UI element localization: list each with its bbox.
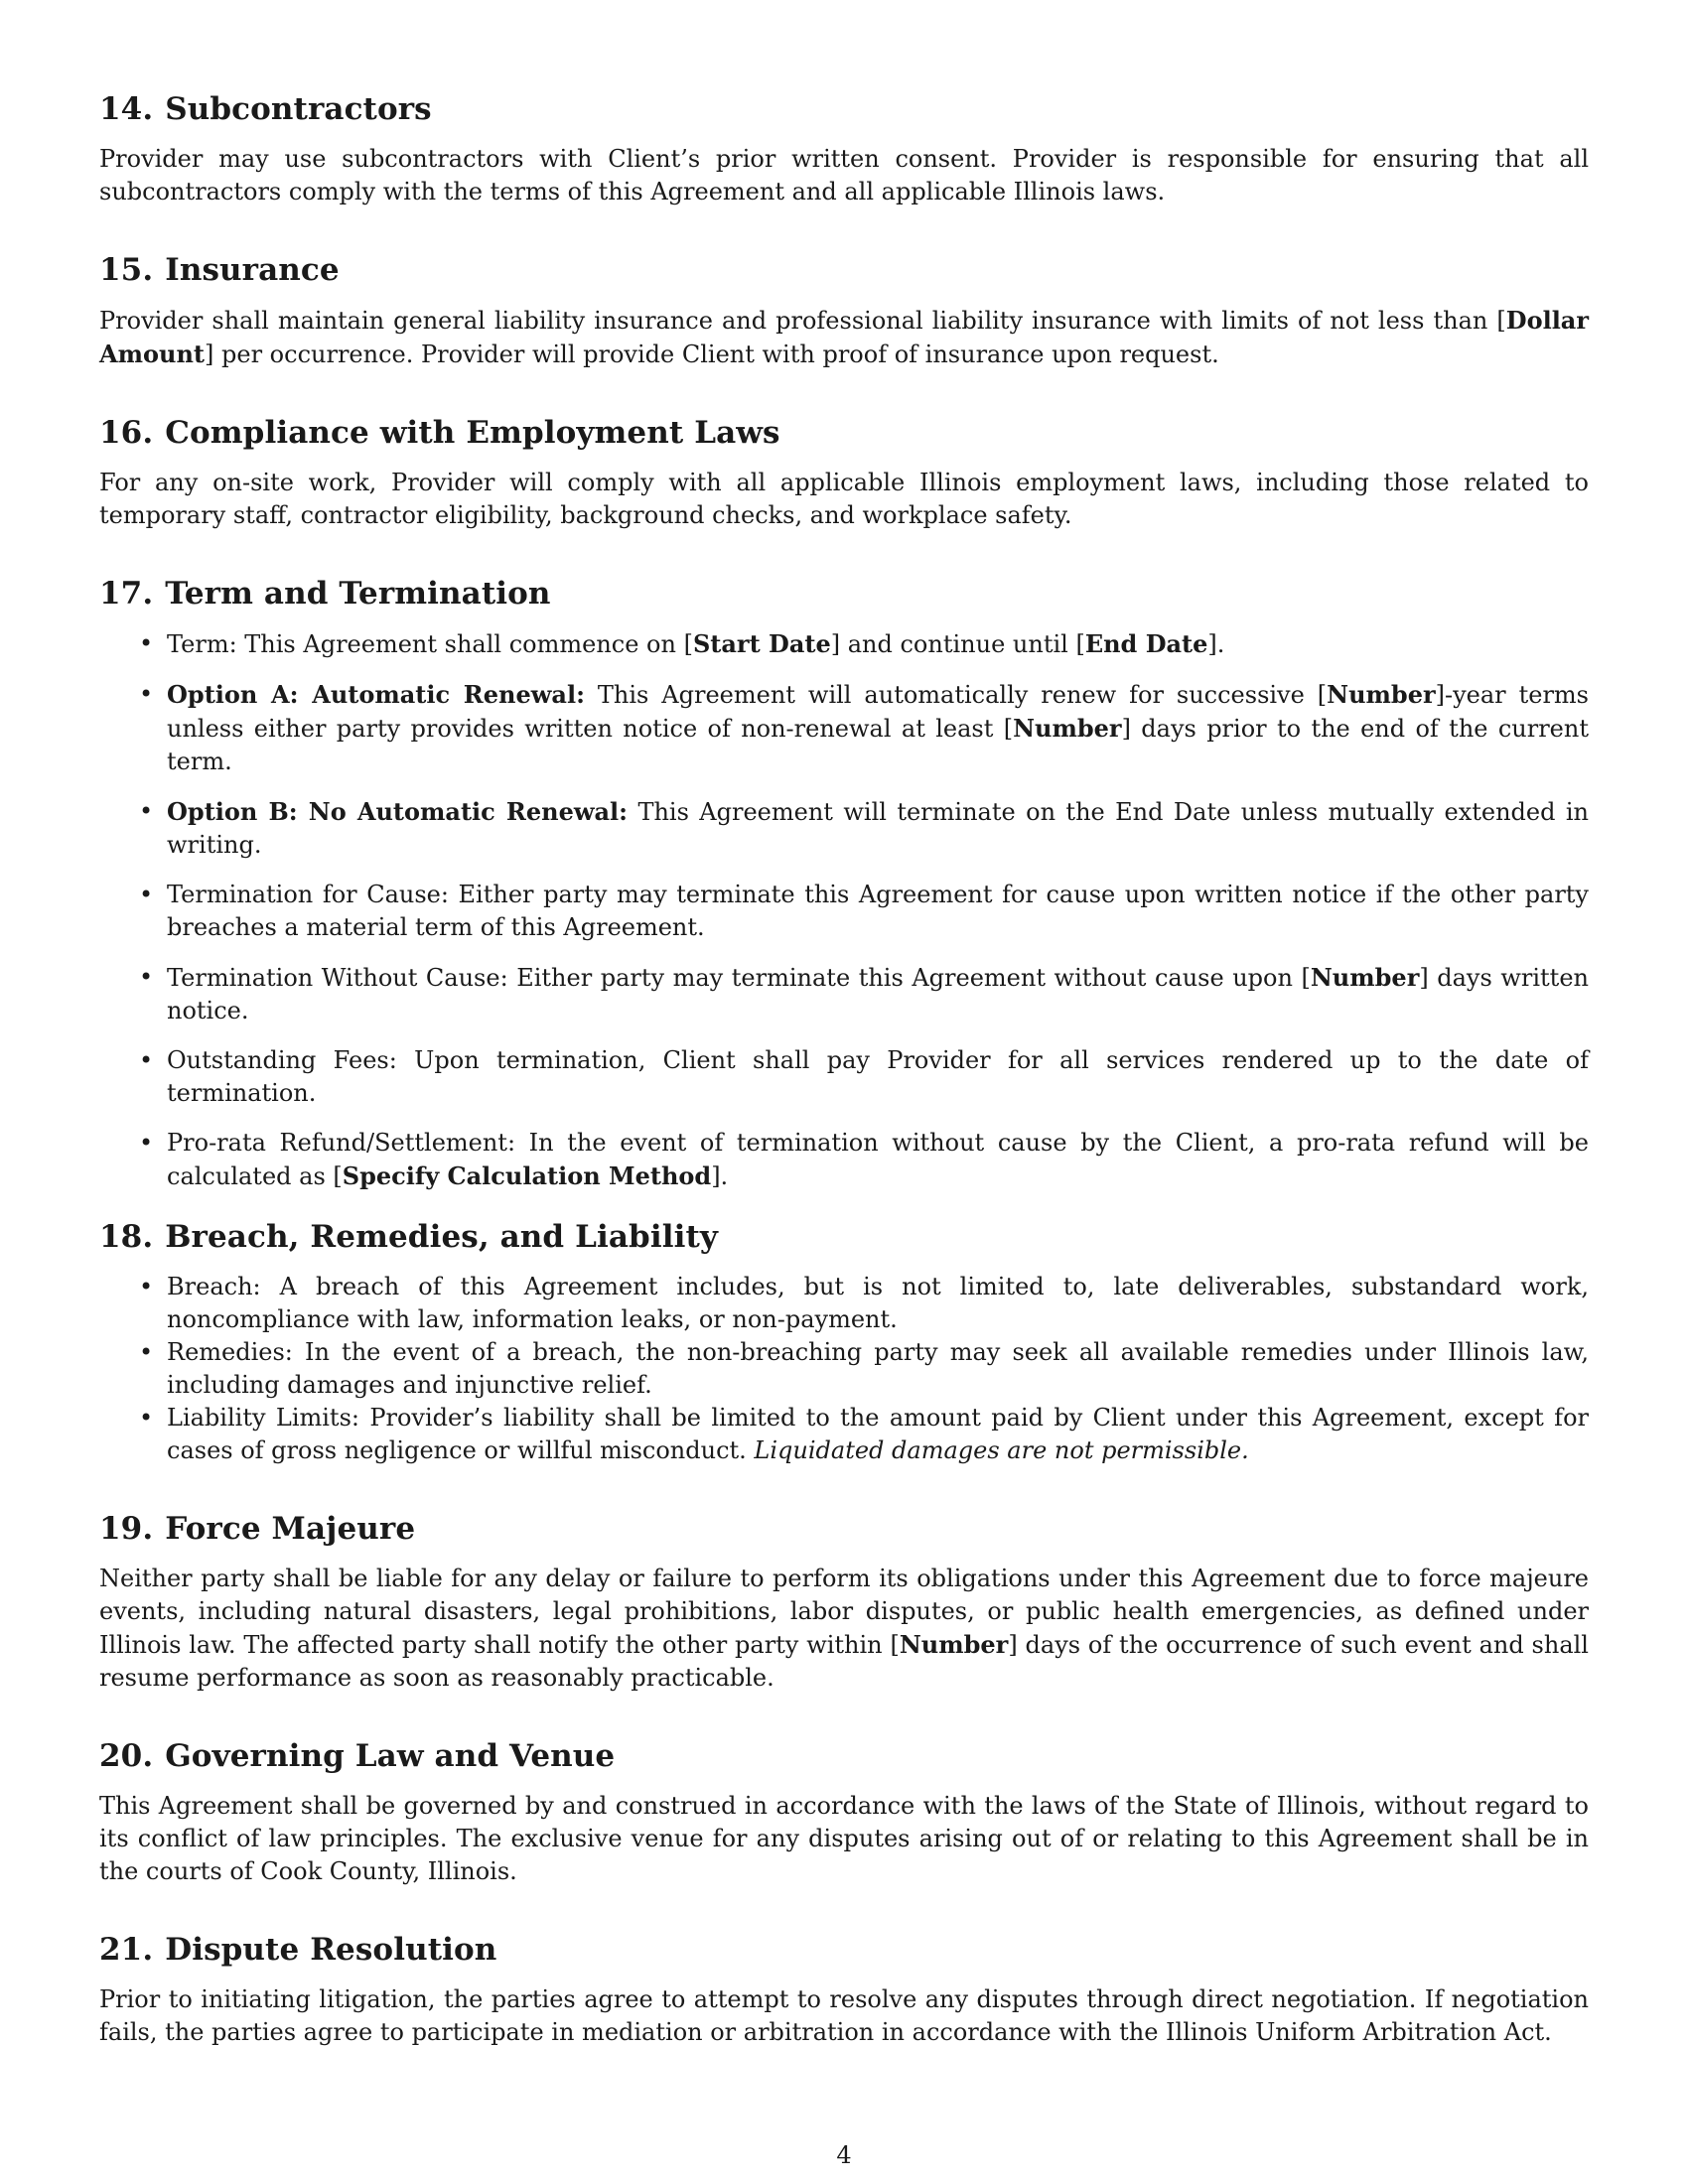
section-text: For any on-site work, Provider will comply with all applicable Illinois employment laws, including those related to temporary staff, contractor eligibility, background checks, and workplace safety. bbox=[99, 469, 1589, 529]
list-item: • Termination for Cause: Either party may terminate this Agreement for cause upon written notice if the other party breaches a material term of this Agreement. bbox=[139, 881, 1589, 941]
section-heading: 16. Compliance with Employment Laws bbox=[99, 415, 780, 451]
term-list bbox=[99, 627, 1589, 1193]
section-text: Provider shall maintain general liability insurance and professional liability insurance with limits of not less than [Dollar Amount] per occurrence. Provider will provide Client with proof of insurance upon request. bbox=[99, 306, 1589, 368]
section-breach-remedies bbox=[99, 1217, 1589, 1467]
section-heading: 21. Dispute Resolution bbox=[99, 1932, 497, 1968]
placeholder-field: Number bbox=[1327, 680, 1436, 709]
placeholder-field: Start Date bbox=[692, 629, 831, 658]
section-subcontractors bbox=[99, 89, 1589, 208]
section-text: Prior to initiating litigation, the parties agree to attempt to resolve any disputes through direct negotiation. If negotiation fails, the parties agree to participate in mediation or arbitration in accordance with the Illinois Uniform Arbitration Act. bbox=[99, 1985, 1589, 2046]
section-heading: 20. Governing Law and Venue bbox=[99, 1738, 616, 1774]
placeholder-field: Specify Calculation Method bbox=[342, 1161, 712, 1190]
section-heading: 15. Insurance bbox=[99, 252, 340, 288]
placeholder-field: Dollar Amount bbox=[99, 306, 1589, 368]
placeholder-field: Number bbox=[1013, 714, 1122, 743]
list-item: • Termination Without Cause: Either party may terminate this Agreement without cause upon [Number] days written notice. bbox=[139, 963, 1589, 1024]
section-force-majeure bbox=[99, 1509, 1589, 1695]
placeholder-field: Number bbox=[1310, 963, 1420, 992]
section-dispute-resolution bbox=[99, 1930, 1589, 2049]
list-item: • Breach: A breach of this Agreement includes, but is not limited to, late deliverables, substandard work, noncompliance with law, information leaks, or non-payment. bbox=[139, 1273, 1589, 1333]
section-text: Neither party shall be liable for any delay or failure to perform its obligations under this Agreement due to force majeure events, including natural disasters, legal prohibitions, labor disputes, or public health emergencies, as defined under Illinois law. The affected party shall notify the other party within [Number] days of the occurrence of such event and shall resume performance as soon as reasonably practicable. bbox=[99, 1565, 1589, 1692]
list-item: • Outstanding Fees: Upon termination, Client shall pay Provider for all services rendered up to the date of termination. bbox=[139, 1046, 1589, 1107]
section-heading: 19. Force Majeure bbox=[99, 1511, 416, 1547]
section-compliance-employment bbox=[99, 413, 1589, 532]
list-item: • Option B: No Automatic Renewal: This Agreement will terminate on the End Date unless mutually extended in writing. bbox=[139, 797, 1589, 859]
section-heading: 17. Term and Termination bbox=[99, 576, 551, 612]
placeholder-field: End Date bbox=[1084, 629, 1208, 658]
page-number: 4 bbox=[836, 2141, 852, 2169]
section-text: Provider may use subcontractors with Client’s prior written consent. Provider is responsible for ensuring that all subcontractors comply with the terms of this Agreement and all applicable Illinois laws. bbox=[99, 145, 1589, 205]
breach-list bbox=[99, 1271, 1589, 1467]
section-text: This Agreement shall be governed by and construed in accordance with the laws of the State of Illinois, without regard to its conflict of law principles. The exclusive venue for any disputes arising out of or relating to this Agreement shall be in the courts of Cook County, Illinois. bbox=[99, 1792, 1589, 1885]
placeholder-field: Number bbox=[899, 1630, 1009, 1659]
section-heading: 14. Subcontractors bbox=[99, 91, 432, 127]
section-insurance bbox=[99, 250, 1589, 371]
list-item: • Liability Limits: Provider’s liability shall be limited to the amount paid by Client under this Agreement, except for cases of gross negligence or willful misconduct. Liquidated damages are not permissible. bbox=[139, 1404, 1589, 1464]
list-item: • Term: This Agreement shall commence on [Start Date] and continue until [End Date]. bbox=[139, 629, 1225, 658]
list-item: • Remedies: In the event of a breach, the non-breaching party may seek all available remedies under Illinois law, including damages and injunctive relief. bbox=[139, 1338, 1589, 1399]
section-heading: 18. Breach, Remedies, and Liability bbox=[99, 1219, 718, 1255]
section-governing-law bbox=[99, 1736, 1589, 1888]
document-page bbox=[99, 89, 1589, 2049]
section-term-termination bbox=[99, 574, 1589, 1193]
list-item: • Pro-rata Refund/Settlement: In the event of termination without cause by the Client, a pro-rata refund will be calculated as [Specify Calculation Method]. bbox=[139, 1129, 1589, 1190]
list-item: • Option A: Automatic Renewal: This Agreement will automatically renew for successive [Number]-year terms unless either party provides written notice of non-renewal at least [Number] days prior to the end of the current term. bbox=[139, 680, 1589, 775]
